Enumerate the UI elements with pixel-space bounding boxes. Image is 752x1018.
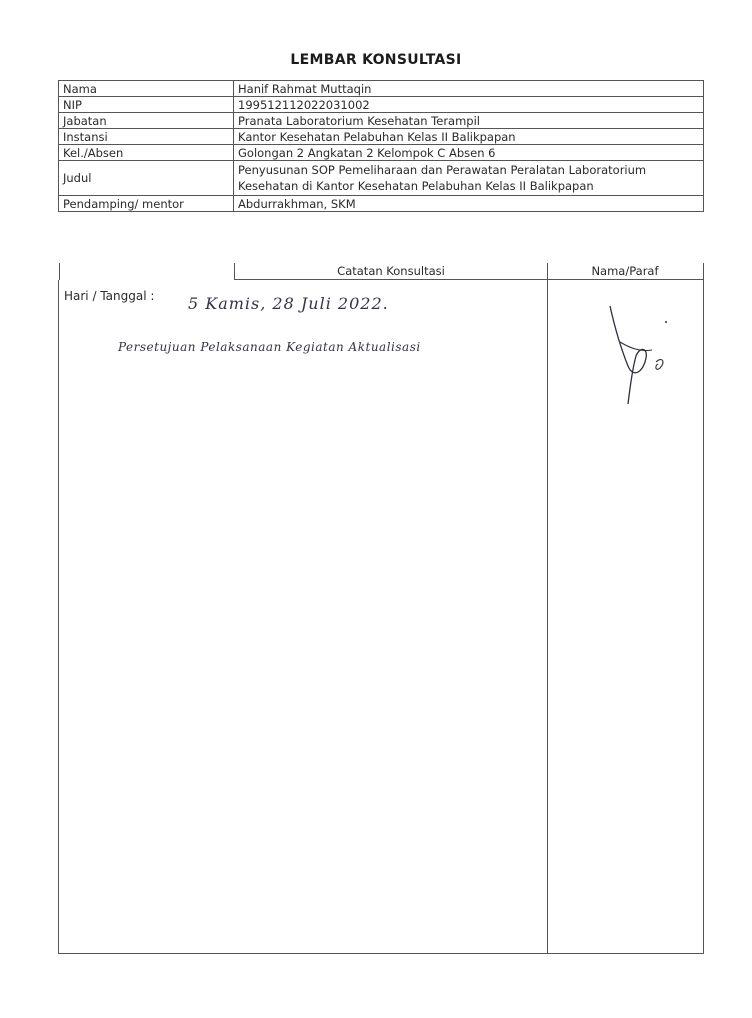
- column-divider: [547, 280, 548, 953]
- table-row: [59, 97, 704, 113]
- table-row: [59, 129, 704, 145]
- hari-tanggal-label: Hari / Tanggal :: [64, 289, 155, 303]
- notes-header: [234, 263, 704, 280]
- row-label: Pendamping/ mentor: [59, 196, 234, 212]
- page-title: LEMBAR KONSULTASI: [290, 52, 462, 68]
- row-label: NIP: [59, 97, 234, 113]
- signature: [600, 300, 680, 410]
- table-row: [59, 161, 704, 196]
- row-value: Penyusunan SOP Pemeliharaan dan Perawatan Peralatan Laboratorium Kesehatan di Kantor Kesehatan Pelabuhan Kelas II Balikpapan: [234, 161, 704, 196]
- row-label: Instansi: [59, 129, 234, 145]
- handwritten-date: 5 Kamis, 28 Juli 2022.: [188, 294, 389, 313]
- row-value: Pranata Laboratorium Kesehatan Terampil: [234, 113, 704, 129]
- row-value: Kantor Kesehatan Pelabuhan Kelas II Balikpapan: [234, 129, 704, 145]
- table-row: [59, 81, 704, 97]
- row-label: Nama: [59, 81, 234, 97]
- handwritten-note: Persetujuan Pelaksanaan Kegiatan Aktualisasi: [118, 340, 421, 354]
- row-value: 199512112022031002: [234, 97, 704, 113]
- row-label: Kel./Absen: [59, 145, 234, 161]
- notes-header-catatan: Catatan Konsultasi: [235, 263, 548, 279]
- row-label: Jabatan: [59, 113, 234, 129]
- table-row: [59, 196, 704, 212]
- table-row: [59, 113, 704, 129]
- notes-header-paraf: Nama/Paraf: [591, 264, 659, 278]
- row-label: Judul: [59, 161, 234, 196]
- row-value: Golongan 2 Angkatan 2 Kelompok C Absen 6: [234, 145, 704, 161]
- identity-table: [58, 80, 704, 212]
- row-value: Hanif Rahmat Muttaqin: [234, 81, 704, 97]
- table-row: [59, 145, 704, 161]
- row-value: Abdurrakhman, SKM: [234, 196, 704, 212]
